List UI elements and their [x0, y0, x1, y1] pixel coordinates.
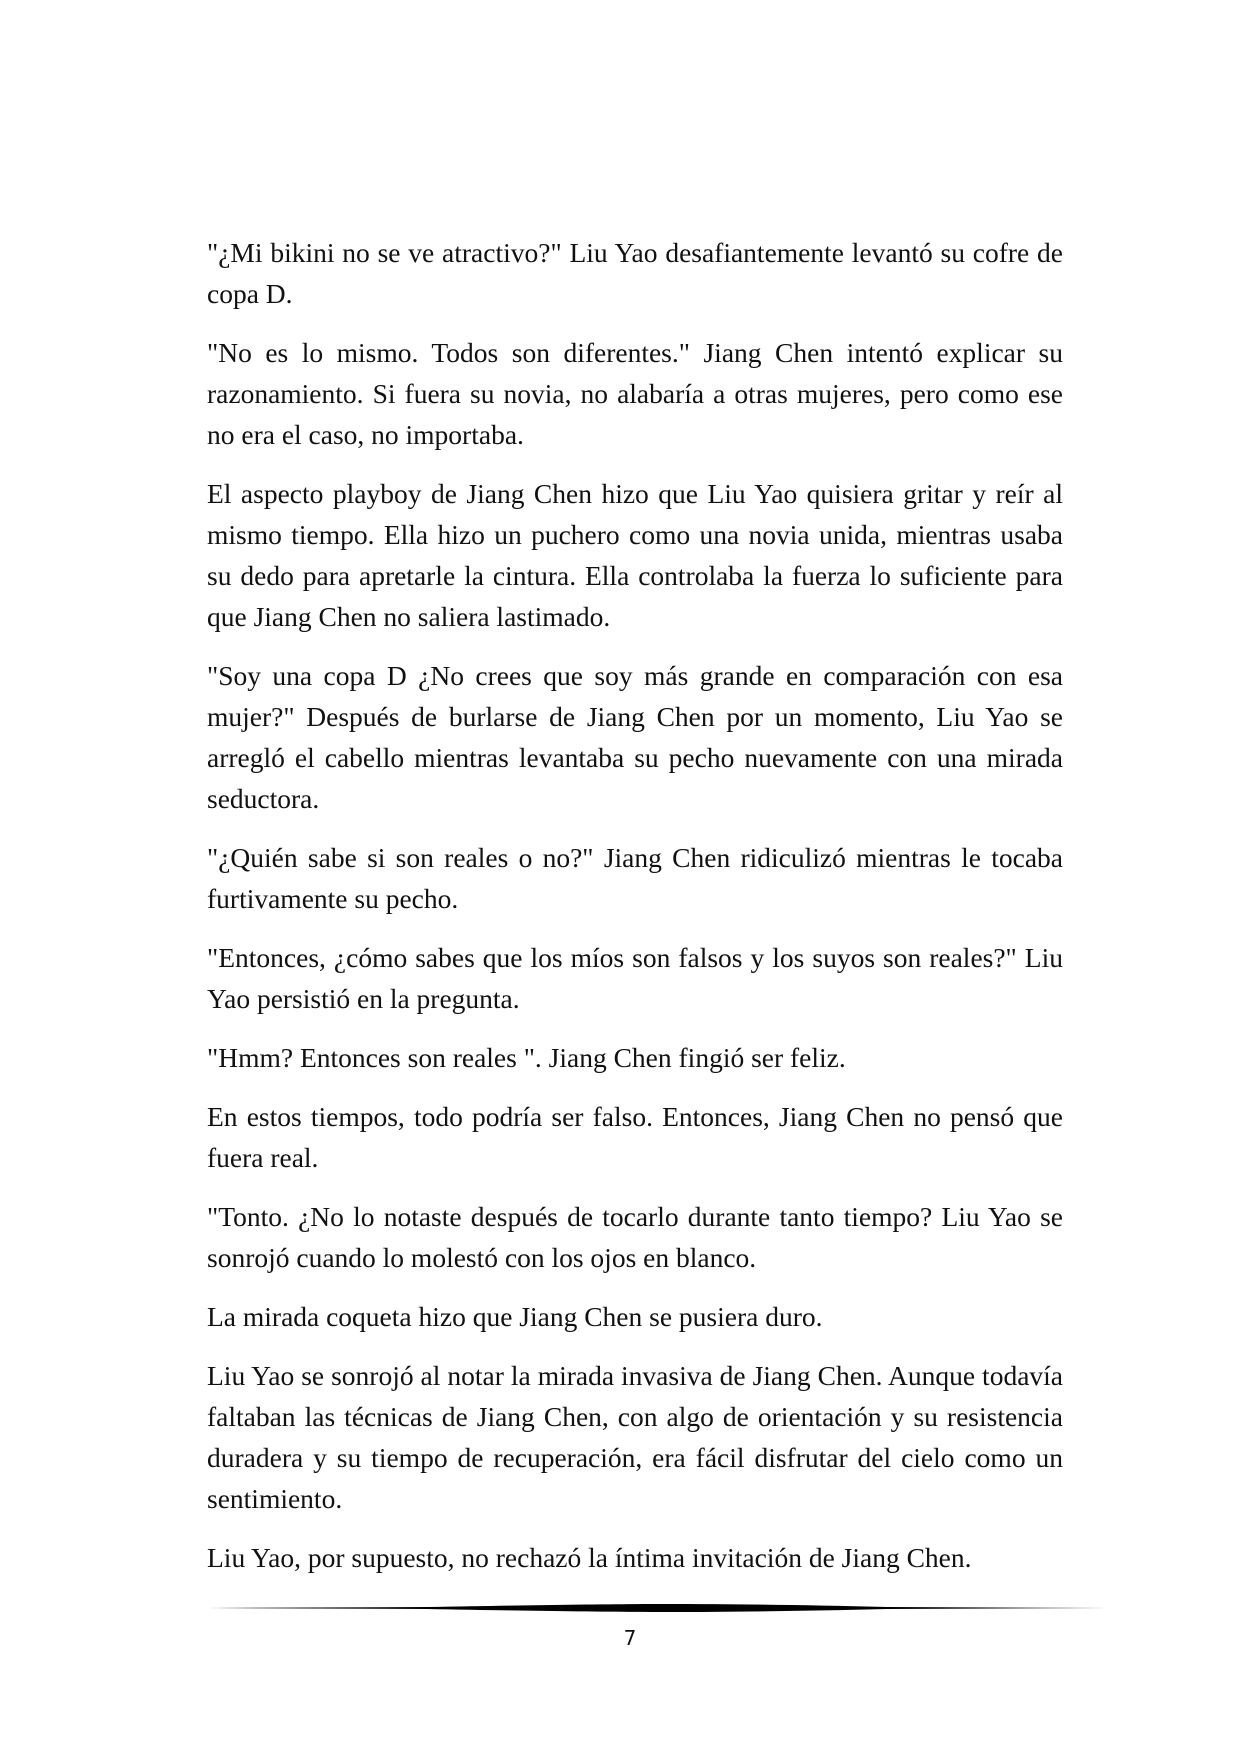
body-text [207, 232, 1063, 1596]
paragraph-6: "Entonces, ¿cómo sabes que los míos son falsos y los suyos son reales?" Liu Yao persistió en la pregunta. [207, 942, 1063, 1014]
paragraph-7: "Hmm? Entonces son reales ". Jiang Chen fingió ser feliz. [207, 1042, 846, 1073]
paragraph-2: "No es lo mismo. Todos son diferentes." Jiang Chen intentó explicar su razonamiento. Si fuera su novia, no alabaría a otras mujeres, pero como ese no era el caso, no importaba. [207, 337, 1063, 450]
paragraph-9: "Tonto. ¿No lo notaste después de tocarlo durante tanto tiempo? Liu Yao se sonrojó cuando lo molestó con los ojos en blanco. [207, 1201, 1063, 1273]
paragraph-11: Liu Yao se sonrojó al notar la mirada invasiva de Jiang Chen. Aunque todavía faltaban las técnicas de Jiang Chen, con algo de orientación y su resistencia duradera y su tiempo de recuperación, era fácil disfrutar del cielo como un sentimiento. [207, 1360, 1063, 1514]
paragraph-12: Liu Yao, por supuesto, no rechazó la íntima invitación de Jiang Chen. [207, 1542, 972, 1573]
paragraph-8: En estos tiempos, todo podría ser falso. Entonces, Jiang Chen no pensó que fuera real. [207, 1101, 1063, 1173]
page-number: 7 [623, 1626, 637, 1650]
paragraph-3: El aspecto playboy de Jiang Chen hizo que Liu Yao quisiera gritar y reír al mismo tiempo. Ella hizo un puchero como una novia unida, mientras usaba su dedo para apretarle la cintura. Ella controlaba la fuerza lo suficiente para que Jiang Chen no saliera lastimado. [207, 478, 1063, 632]
paragraph-1: "¿Mi bikini no se ve atractivo?" Liu Yao desafiantemente levantó su cofre de copa D. [207, 237, 1063, 309]
paragraph-4: "Soy una copa D ¿No crees que soy más grande en comparación con esa mujer?" Después de burlarse de Jiang Chen por un momento, Liu Yao se arregló el cabello mientras levantaba su pecho nuevamente con una mirada seductora. [207, 660, 1063, 814]
footer-divider [207, 1601, 1107, 1615]
paragraph-10: La mirada coqueta hizo que Jiang Chen se pusiera duro. [207, 1301, 823, 1332]
paragraph-5: "¿Quién sabe si son reales o no?" Jiang Chen ridiculizó mientras le tocaba furtivamente su pecho. [207, 842, 1063, 914]
